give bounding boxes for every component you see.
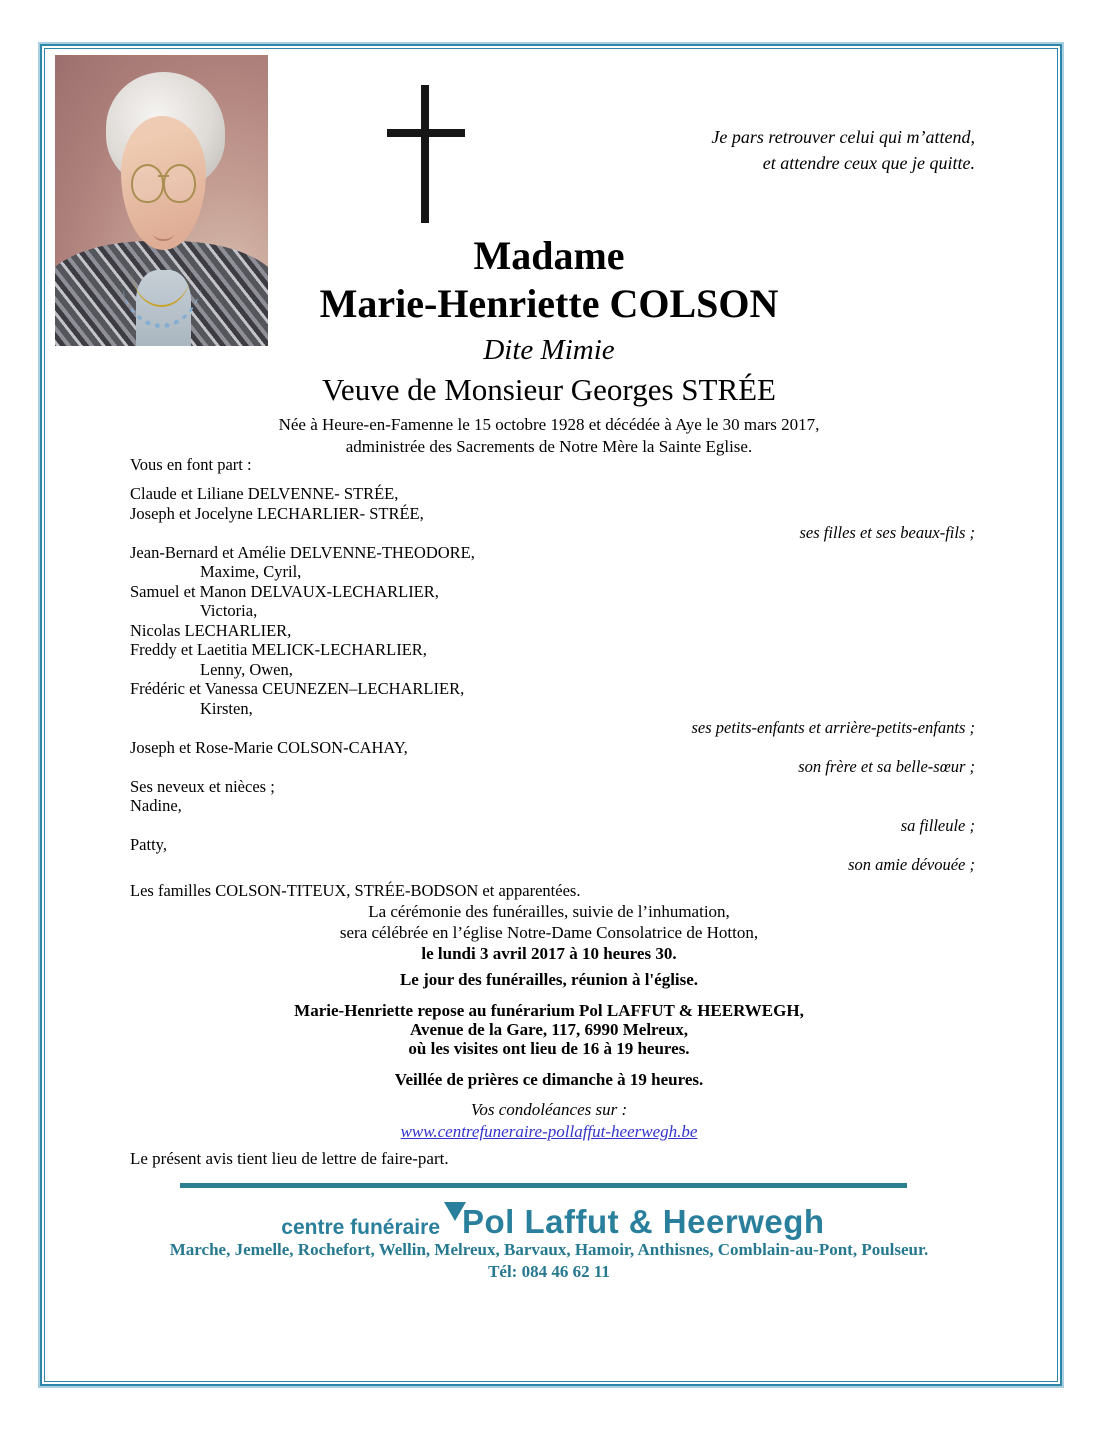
portrait-face <box>121 116 206 250</box>
quote-line-1: Je pars retrouver celui qui m’attend, <box>711 127 975 147</box>
sacraments-line: administrée des Sacrements de Notre Mère la Sainte Eglise. <box>345 437 753 456</box>
funeral-home-phone: Tél: 084 46 62 11 <box>488 1262 610 1281</box>
mourner-line: Joseph et Jocelyne LECHARLIER- STRÉE, <box>130 503 424 523</box>
relation-label: sa filleule ; <box>900 815 975 835</box>
deceased-name: Marie-Henriette COLSON <box>319 281 779 326</box>
funeral-home-locations: Marche, Jemelle, Rochefort, Wellin, Melreux, Barvaux, Hamoir, Anthisnes, Comblain-au-Pont, Poulseur. <box>169 1240 929 1259</box>
mourner-line: Jean-Bernard et Amélie DELVENNE-THEODORE, <box>130 542 475 562</box>
footer-divider <box>180 1183 907 1188</box>
title-block <box>40 232 1058 458</box>
mourner-line: Ses neveux et nièces ; <box>130 776 275 796</box>
quote-line-2: et attendre ceux que je quitte. <box>762 153 975 173</box>
funeral-home-prefix: centre funéraire <box>281 1216 440 1239</box>
deceased-widow-line: Veuve de Monsieur Georges STRÉE <box>321 372 776 407</box>
memorial-quote <box>711 124 975 176</box>
ceremony-line-2: sera célébrée en l’église Notre-Dame Consolatrice de Hotton, <box>339 923 759 942</box>
repose-line-2: Avenue de la Gare, 117, 6990 Melreux, <box>409 1020 689 1039</box>
vigil-line: Veillée de prières ce dimanche à 19 heures. <box>394 1070 704 1089</box>
repose-line-3: où les visites ont lieu de 16 à 19 heures. <box>408 1039 690 1058</box>
glasses-right-lens <box>163 164 196 203</box>
repose-line-1: Marie-Henriette repose au funérarium Pol LAFFUT & HEERWEGH, <box>294 1001 804 1020</box>
condolences-block <box>40 1099 1058 1143</box>
ceremony-date: le lundi 3 avril 2017 à 10 heures 30. <box>421 944 677 963</box>
condolences-link[interactable]: www.centrefuneraire-pollaffut-heerwegh.be <box>400 1122 698 1141</box>
mourner-line: Maxime, Cyril, <box>200 562 302 581</box>
notice-line: Le présent avis tient lieu de lettre de faire-part. <box>130 1149 449 1168</box>
families-line: Les familles COLSON-TITEUX, STRÉE-BODSON et apparentées. <box>130 881 581 900</box>
mourner-line: Nicolas LECHARLIER, <box>130 620 292 640</box>
mourner-line: Freddy et Laetitia MELICK-LECHARLIER, <box>130 640 427 659</box>
relation-label: son amie dévouée ; <box>848 854 975 874</box>
relation-label: ses petits-enfants et arrière-petits-enfants ; <box>691 718 975 737</box>
repose-block <box>40 1001 1058 1058</box>
deceased-alias: Dite Mimie <box>483 334 615 366</box>
funeral-home-name: Pol Laffut & Heerwegh <box>462 1203 825 1240</box>
mourner-line: Victoria, <box>200 601 258 620</box>
mourner-line: Nadine, <box>130 796 182 815</box>
mourner-line: Patty, <box>130 835 167 854</box>
mourner-line: Frédéric et Vanessa CEUNEZEN–LECHARLIER, <box>130 679 465 698</box>
condolences-label: Vos condoléances sur : <box>470 1100 628 1119</box>
mourner-line: Joseph et Rose-Marie COLSON-CAHAY, <box>130 737 408 757</box>
mourners-list <box>130 484 975 901</box>
mourner-line: Lenny, Owen, <box>200 659 293 679</box>
mourner-line: Samuel et Manon DELVAUX-LECHARLIER, <box>130 581 439 601</box>
relation-label: ses filles et ses beaux-fils ; <box>799 523 975 542</box>
meeting-line: Le jour des funérailles, réunion à l'église. <box>399 970 699 989</box>
birth-death-block <box>40 414 1058 458</box>
glasses-left-lens <box>131 164 164 203</box>
relation-label: son frère et sa belle-sœur ; <box>798 757 975 776</box>
cross-icon <box>387 85 465 223</box>
ceremony-block <box>40 901 1058 964</box>
deceased-title: Madame <box>473 233 625 278</box>
birth-death-line: Née à Heure-en-Famenne le 15 octobre 1928 et décédée à Aye le 30 mars 2017, <box>278 415 820 434</box>
glasses-bridge <box>158 175 168 177</box>
ceremony-line-1: La cérémonie des funérailles, suivie de l’inhumation, <box>368 902 730 921</box>
announcement-intro: Vous en font part : <box>130 455 252 474</box>
mourner-line: Kirsten, <box>200 698 253 718</box>
mourner-line: Claude et Liliane DELVENNE- STRÉE, <box>130 484 399 503</box>
